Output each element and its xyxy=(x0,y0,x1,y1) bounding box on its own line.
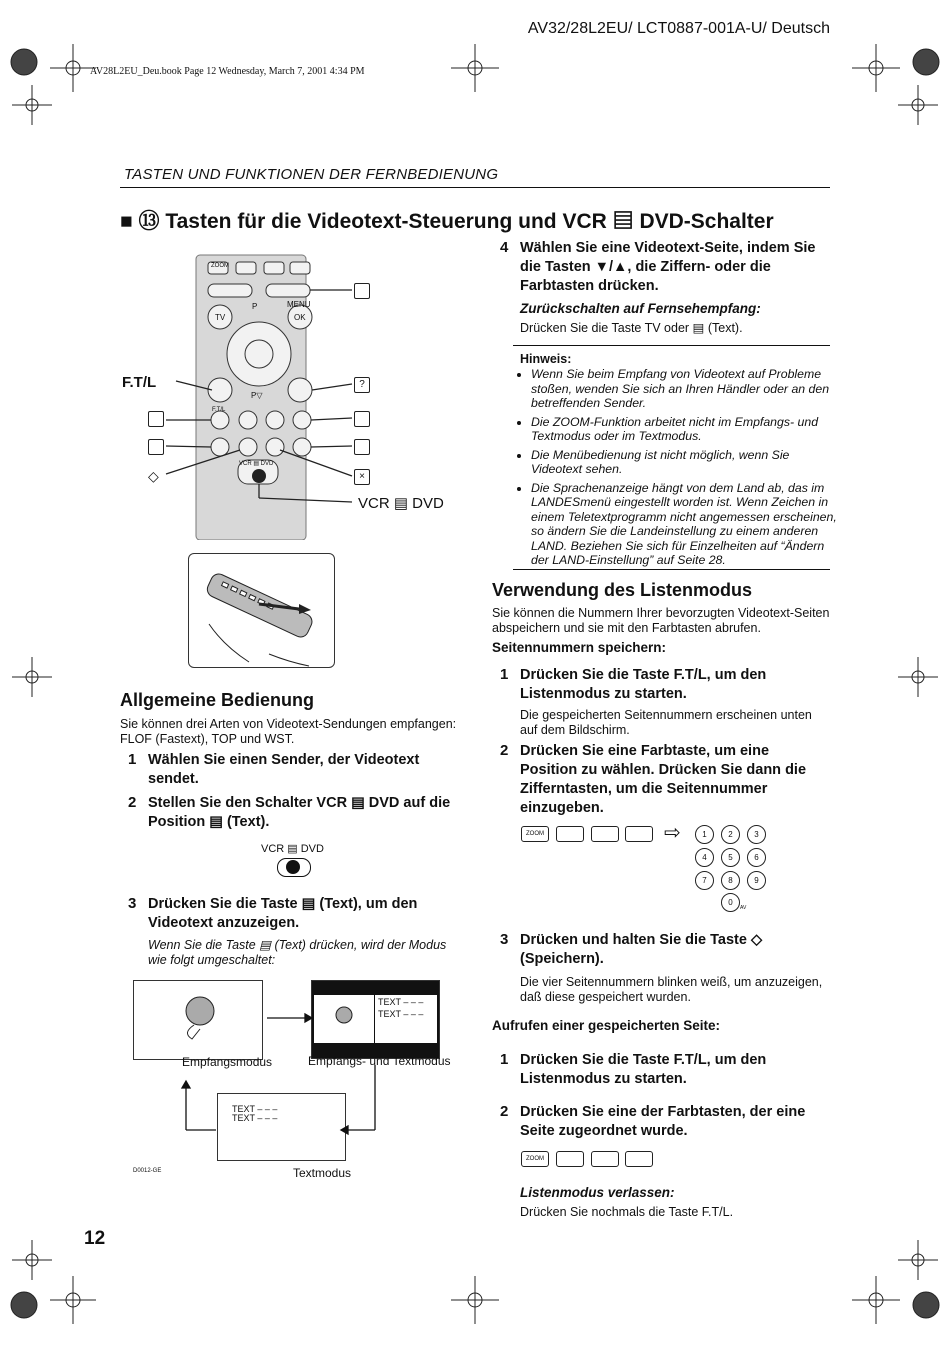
section-rule xyxy=(120,187,830,188)
document-id: AV32/28L2EU/ LCT0887-001A-U/ Deutsch xyxy=(527,20,830,37)
remote-tv-label: TV xyxy=(215,313,226,322)
verlassen-title: Listenmodus verlassen: xyxy=(520,1185,675,1200)
empfang-label: Empfangsmodus xyxy=(182,1055,273,1069)
hinweis-rule-bottom xyxy=(513,569,830,570)
step-number: 2 xyxy=(500,742,509,759)
step-number: 3 xyxy=(500,931,509,948)
zoom-button: ZOOM xyxy=(521,1151,549,1167)
index-icon xyxy=(354,439,370,455)
page-number: 12 xyxy=(84,1228,106,1249)
allgemein-intro: Sie können drei Arten von Videotext-Sendungen empfangen: FLOF (Fastext), TOP und WST. xyxy=(120,717,457,746)
step-number: 4 xyxy=(500,239,509,256)
remote-p-label: P xyxy=(252,302,258,311)
step-number: 1 xyxy=(500,1051,509,1068)
step-1-text: Wählen Sie einen Sender, der Videotext sendet. xyxy=(148,752,420,787)
book-info: AV28L2EU_Deu.book Page 12 Wednesday, March 7, 2001 4:34 PM xyxy=(90,66,365,77)
text-line: TEXT – – – xyxy=(378,1009,424,1019)
listen-intro: Sie können die Nummern Ihrer bevorzugten Videotext-Seiten abspeichern und sie mit den Farbtasten abrufen. xyxy=(492,606,830,635)
teletext-mix-button xyxy=(556,826,584,842)
section-title: TASTEN UND FUNKTIONEN DER FERNBEDIENUNG xyxy=(124,166,499,183)
keypad-key: 2 xyxy=(721,825,740,844)
listen-title: Verwendung des Listenmodus xyxy=(492,580,753,600)
aufrufen-title: Aufrufen einer gespeicherten Seite: xyxy=(492,1018,721,1033)
remote-zoom-label: ZOOM xyxy=(211,263,229,269)
remote-ft-small: F.T/L xyxy=(212,407,226,413)
color-button xyxy=(591,826,619,842)
listen-step-2: Drücken Sie eine Farbtaste, um eine Position zu wählen. Drücken Sie dann die Zifferntasten, um die Seitennummer einzugeben. xyxy=(520,743,807,816)
step-4-text: Wählen Sie eine Videotext-Seite, indem Sie die Tasten ▼/▲, die Ziffern- oder die Farbtasten drücken. xyxy=(520,240,816,294)
allgemein-title: Allgemeine Bedienung xyxy=(120,690,315,710)
step-number: 1 xyxy=(500,666,509,683)
aufrufen-step-1: Drücken Sie die Taste F.T/L, um den Listenmodus zu starten. xyxy=(520,1052,767,1087)
zoom-button: ZOOM xyxy=(521,826,549,842)
step-2-text: Stellen Sie den Schalter VCR ▤ DVD auf die Position ▤ (Text). xyxy=(148,795,451,830)
hold-icon xyxy=(148,411,164,427)
step-number: 2 xyxy=(128,794,137,811)
listen-step-3: Drücken und halten Sie die Taste ◇ (Speichern). xyxy=(520,932,763,967)
hand-remote-illustration xyxy=(188,553,335,668)
vcr-dvd-label: VCR ▤ DVD xyxy=(358,495,444,512)
text-icon xyxy=(354,283,370,299)
reveal-icon: ? xyxy=(354,377,370,393)
text-line: TEXT – – – xyxy=(378,997,424,1007)
step-3-text: Drücken Sie die Taste ▤ (Text), um den Videotext anzuzeigen. xyxy=(148,896,418,931)
color-button xyxy=(625,826,653,842)
keypad-key: 0 xyxy=(721,893,740,912)
hinweis-item: • Wenn Sie beim Empfang von Videotext auf Probleme stoßen, wenden Sie sich an Ihren Händler oder an den betreffenden Sender. xyxy=(531,367,843,411)
speichern-title: Seitennummern speichern: xyxy=(492,640,667,655)
keypad-key: 3 xyxy=(747,825,766,844)
listen-step-3-note: Die vier Seitennummern blinken weiß, um anzuzeigen, daß diese gespeichert wurden. xyxy=(520,975,823,1004)
remote-ok-label: OK xyxy=(294,313,306,322)
text-label: Textmodus xyxy=(293,1166,352,1180)
mode-arrows xyxy=(130,1010,450,1140)
step-number: 1 xyxy=(128,751,137,768)
empfang-text-label: Empfangs- und Textmodus xyxy=(308,1054,451,1068)
keypad-key: 4 xyxy=(695,848,714,867)
subpage-icon xyxy=(148,439,164,455)
keypad-key: 8 xyxy=(721,871,740,890)
hinweis-list xyxy=(517,367,843,572)
size-icon xyxy=(354,411,370,427)
teletext-mix-button xyxy=(556,1151,584,1167)
main-heading: ■ ⑬ Tasten für die Videotext-Steuerung und VCR ▤ DVD-Schalter xyxy=(120,210,774,233)
keypad-key: 5 xyxy=(721,848,740,867)
hinweis-item: • Die ZOOM-Funktion arbeitet nicht im Empfangs- und Textmodus oder im Textmodus. xyxy=(531,415,843,444)
zurueck-title: Zurückschalten auf Fernsehempfang: xyxy=(520,301,761,316)
switch-label: VCR ▤ DVD xyxy=(261,843,324,855)
text-line: TEXT – – – xyxy=(232,1104,278,1114)
keypad-av-label: AV xyxy=(740,905,747,911)
text-line: TEXT – – – xyxy=(232,1113,278,1123)
store-icon: ◇ xyxy=(148,468,159,484)
vcr-dvd-switch xyxy=(277,858,311,877)
remote-vcr-small: VCR ▤ DVD xyxy=(239,461,274,467)
diagram-code: D0012-GE xyxy=(133,1168,162,1174)
color-button xyxy=(591,1151,619,1167)
color-button xyxy=(625,1151,653,1167)
hinweis-title: Hinweis: xyxy=(520,352,572,366)
remote-menu-label: MENU xyxy=(287,300,311,309)
remote-figure xyxy=(120,250,460,540)
hinweis-rule-top xyxy=(513,345,830,346)
arrow-right-icon: ⇨ xyxy=(664,822,681,844)
verlassen-text: Drücken Sie nochmals die Taste F.T/L. xyxy=(520,1205,734,1219)
step-number: 3 xyxy=(128,895,137,912)
keypad-key: 6 xyxy=(747,848,766,867)
listen-step-1-note: Die gespeicherten Seitennummern erscheinen unten auf dem Bildschirm. xyxy=(520,708,812,737)
remote-pdown-label: P▽ xyxy=(251,391,263,400)
step-3-note: Wenn Sie die Taste ▤ (Text) drücken, wird der Modus wie folgt umgeschaltet: xyxy=(148,938,447,967)
ft-label: F.T/L xyxy=(122,374,157,391)
aufrufen-step-2: Drücken Sie eine der Farbtasten, der eine Seite zugeordnet wurde. xyxy=(520,1104,806,1139)
keypad-key: 7 xyxy=(695,871,714,890)
keypad-key: 1 xyxy=(695,825,714,844)
listen-step-1: Drücken Sie die Taste F.T/L, um den Listenmodus zu starten. xyxy=(520,667,767,702)
zurueck-text: Drücken Sie die Taste TV oder ▤ (Text). xyxy=(520,321,743,335)
hinweis-item: • Die Menübedienung ist nicht möglich, wenn Sie Videotext sehen. xyxy=(531,448,843,477)
keypad-key: 9 xyxy=(747,871,766,890)
hinweis-item: • Die Sprachenanzeige hängt von dem Land ab, das im LANDESmenü eingestellt worden ist. Wenn Zeichen in einem Teletextprogramm nicht angemessen erscheinen, so ändern Sie die Landeinstellung zu einem anderen LAND. Beziehen Sie sich für Einzelheiten auf “Ändern der LAND-Einstellung” auf Seite 28. xyxy=(531,481,843,568)
cancel-icon: × xyxy=(354,469,370,485)
step-number: 2 xyxy=(500,1103,509,1120)
